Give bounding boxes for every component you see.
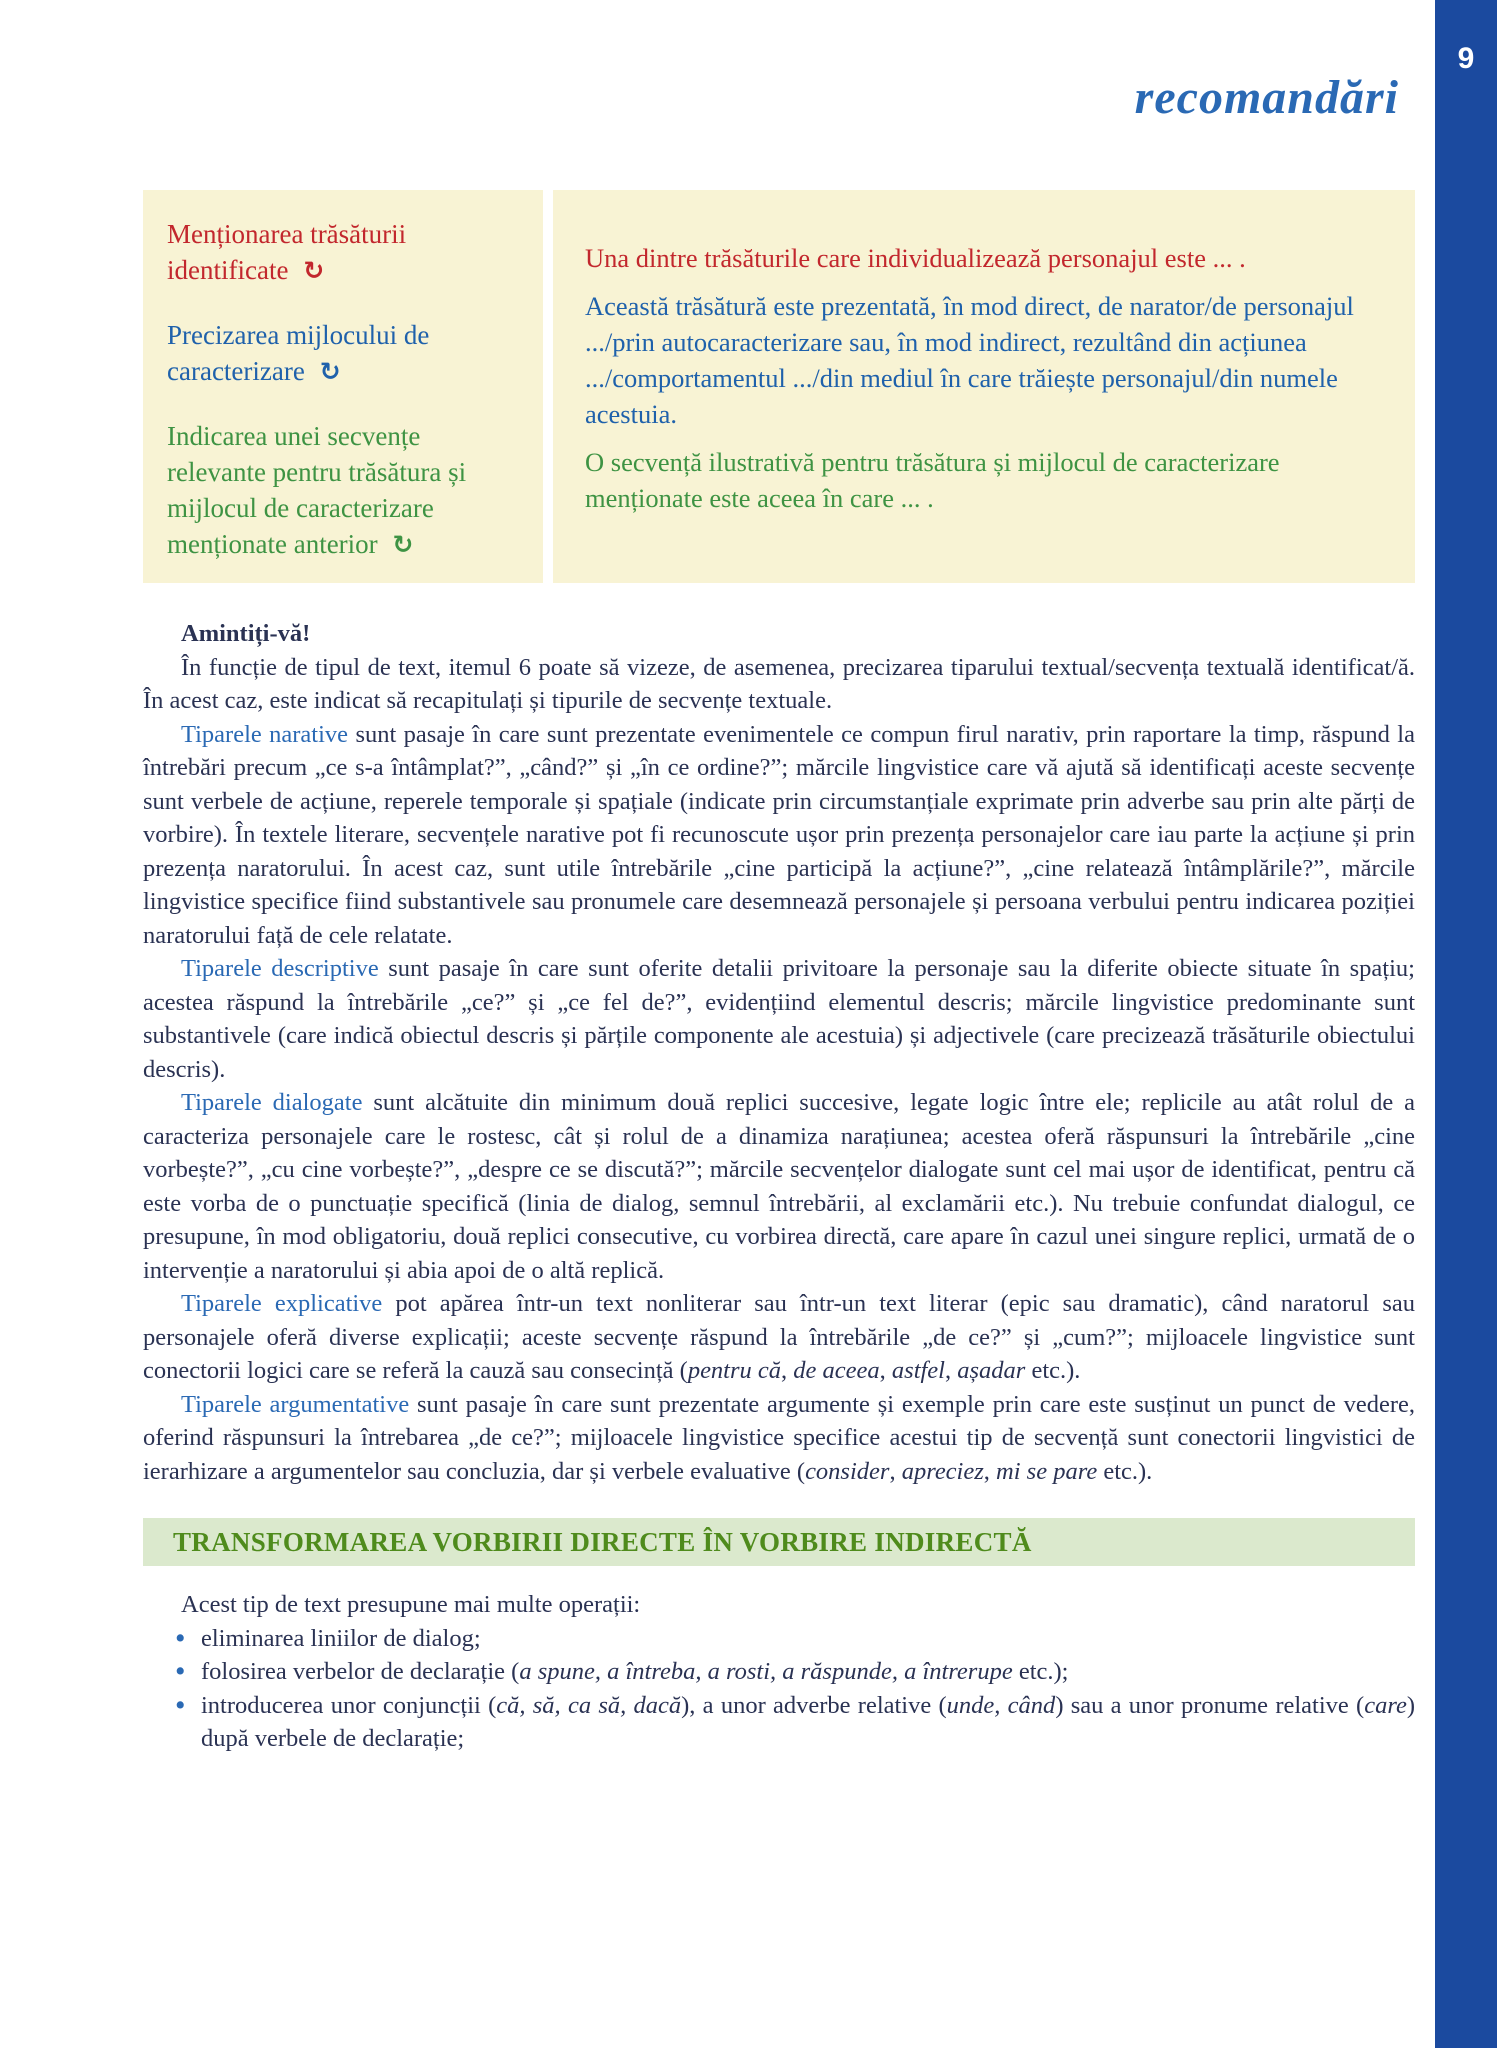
loop-arrow-icon: ↻ bbox=[319, 357, 341, 386]
list-item-text: folosirea verbelor de declarație (a spune, a întreba, a rosti, a răspunde, a întrerupe etc.); bbox=[201, 1658, 1069, 1685]
paragraph-tipare-narative: Tiparele narative sunt pasaje în care sunt prezentate evenimentele ce compun firul narativ, prin raportare la timp, răspund la întrebări precum „ce s-a întâmplat?”, „când?” și „în ce ordine?”; mărcile lingvistice care vă ajută să identificați aceste secvențe sunt verbele de acțiune, reperele temporale și spațiale (indicate prin circumstanțiale exprimate prin adverbe sau prin alte părți de vorbire). În textele literare, secvențele narative pot fi recunoscute ușor prin prezența personajelor care iau parte la acțiune și prin prezența naratorului. În acest caz, sunt utile întrebările „cine participă la acțiune?”, „cine relatează întâmplările?”, mărcile lingvistice specifice fiind substantivele sau pronumele care desemnează personajele și persoana verbului pentru indicarea poziției naratorului față de cele relatate. bbox=[143, 720, 1415, 949]
section-title: TRANSFORMAREA VORBIRII DIRECTE ÎN VORBIRE INDIRECTĂ bbox=[173, 1526, 1032, 1557]
box-step-item bbox=[167, 317, 521, 390]
box-step-item bbox=[167, 418, 521, 563]
operations-list bbox=[143, 1622, 1415, 1756]
recommendation-box bbox=[143, 190, 1415, 583]
bullet-icon: • bbox=[173, 1657, 188, 1686]
list-item bbox=[143, 1689, 1415, 1756]
box-model-text: O secvență ilustrativă pentru trăsătura și mijlocul de caracterizare menționate este aceea în care ... . bbox=[585, 447, 1280, 513]
loop-arrow-icon: ↻ bbox=[303, 256, 325, 285]
bullet-icon: • bbox=[173, 1623, 188, 1653]
box-step-item bbox=[167, 216, 521, 289]
paragraph-reminder: În funcție de tipul de text, itemul 6 poate să vizeze, de asemenea, precizarea tiparului textual/secvența textuală identificat/ă. În acest caz, este indicat să recapitulați și tipurile de secvențe textuale. bbox=[143, 653, 1415, 714]
box-model-text: Una dintre trăsăturile care individualizează personajul este ... . bbox=[585, 243, 1246, 273]
list-item bbox=[143, 1622, 1415, 1656]
paragraph-tipare-explicative: Tiparele explicative pot apărea într-un text nonliterar sau într-un text literar (epic sau dramatic), când naratorul sau personajele oferă diverse explicații; aceste secvențe răspund la întrebările „de ce?” și „cum?”; mijloacele lingvistice sunt conectorii logici care se referă la cauză sau consecință (pentru că, de aceea, astfel, așadar etc.). bbox=[143, 1290, 1415, 1384]
page-content bbox=[143, 190, 1415, 1756]
box-step-label: Indicarea unei secvențe relevante pentru trăsătura și mijlocul de caracterizare menționate anterior bbox=[167, 421, 467, 559]
page-number: 9 bbox=[1457, 42, 1475, 75]
body-text bbox=[143, 617, 1415, 1488]
box-step-label: Precizarea mijlocului de caracterizare bbox=[167, 320, 430, 386]
section-intro: Acest tip de text presupune mai multe operații: bbox=[181, 1591, 641, 1618]
recommendation-box-left-column bbox=[143, 190, 543, 583]
box-model-text: Această trăsătură este prezentată, în mod direct, de narator/de personajul .../prin autocaracterizare sau, în mod indirect, rezultând din acțiunea .../comportamentul .../din mediul în care trăiește personajul/din numele acestuia. bbox=[585, 291, 1354, 429]
box-step-label: Menționarea trăsăturii identificate bbox=[167, 219, 407, 285]
reminder-title: Amintiți-vă! bbox=[181, 620, 311, 647]
paragraph-tipare-argumentative: Tiparele argumentative sunt pasaje în care sunt prezentate argumente și exemple prin care este susținut un punct de vedere, oferind răspunsuri la întrebarea „de ce?”; mijloacele lingvistice specifice acestui tip de secvență sunt conectorii lingvistici de ierarhizare a argumentelor sau concluzia, dar și verbele evaluative (consider, apreciez, mi se pare etc.). bbox=[143, 1390, 1415, 1485]
paragraph-tipare-dialogate: Tiparele dialogate sunt alcătuite din minimum două replici succesive, legate logic între ele; replicile au atât rolul de a caracteriza personajele care le rostesc, cât și rolul de a dinamiza narațiunea; acestea oferă răspunsuri la întrebările „cine vorbește?”, „cu cine vorbește?”, „despre ce se discută?”; mărcile secvențelor dialogate sunt cel mai ușor de identificat, pentru că este vorba de o punctuație specifică (linia de dialog, semnul întrebării, al exclamării etc.). Nu trebuie confundat dialogul, ce presupune, în mod obligatoriu, două replici consecutive, cu vorbirea directă, care apare în cazul unei singure replici, urmată de o intervenție a naratorului și abia apoi de o altă replică. bbox=[143, 1089, 1415, 1284]
loop-arrow-icon: ↻ bbox=[392, 530, 414, 559]
bullet-icon: • bbox=[173, 1690, 188, 1720]
list-item bbox=[143, 1655, 1415, 1689]
paragraph-tipare-descriptive: Tiparele descriptive sunt pasaje în care sunt oferite detalii privitoare la personaje sau la diferite obiecte situate în spațiu; acestea răspund la întrebările „ce?” și „ce fel de?”, evidențiind elementul descris; mărcile lingvistice predominante sunt substantivele (care indică obiectul descris și părțile componente ale acestuia) și adjectivele (care precizează trăsăturile obiectului descris). bbox=[143, 955, 1415, 1083]
recommendation-box-right-column bbox=[553, 190, 1415, 583]
list-item-text: introducerea unor conjuncții (că, să, ca să, dacă), a unor adverbe relative (unde, când) sau a unor pronume relative (care) după verbele de declarație; bbox=[201, 1691, 1415, 1752]
list-item-text: eliminarea liniilor de dialog; bbox=[201, 1624, 481, 1652]
page-edge-band bbox=[1435, 0, 1497, 2048]
running-head: recomandări bbox=[1134, 71, 1399, 124]
section-heading-band bbox=[143, 1518, 1415, 1566]
